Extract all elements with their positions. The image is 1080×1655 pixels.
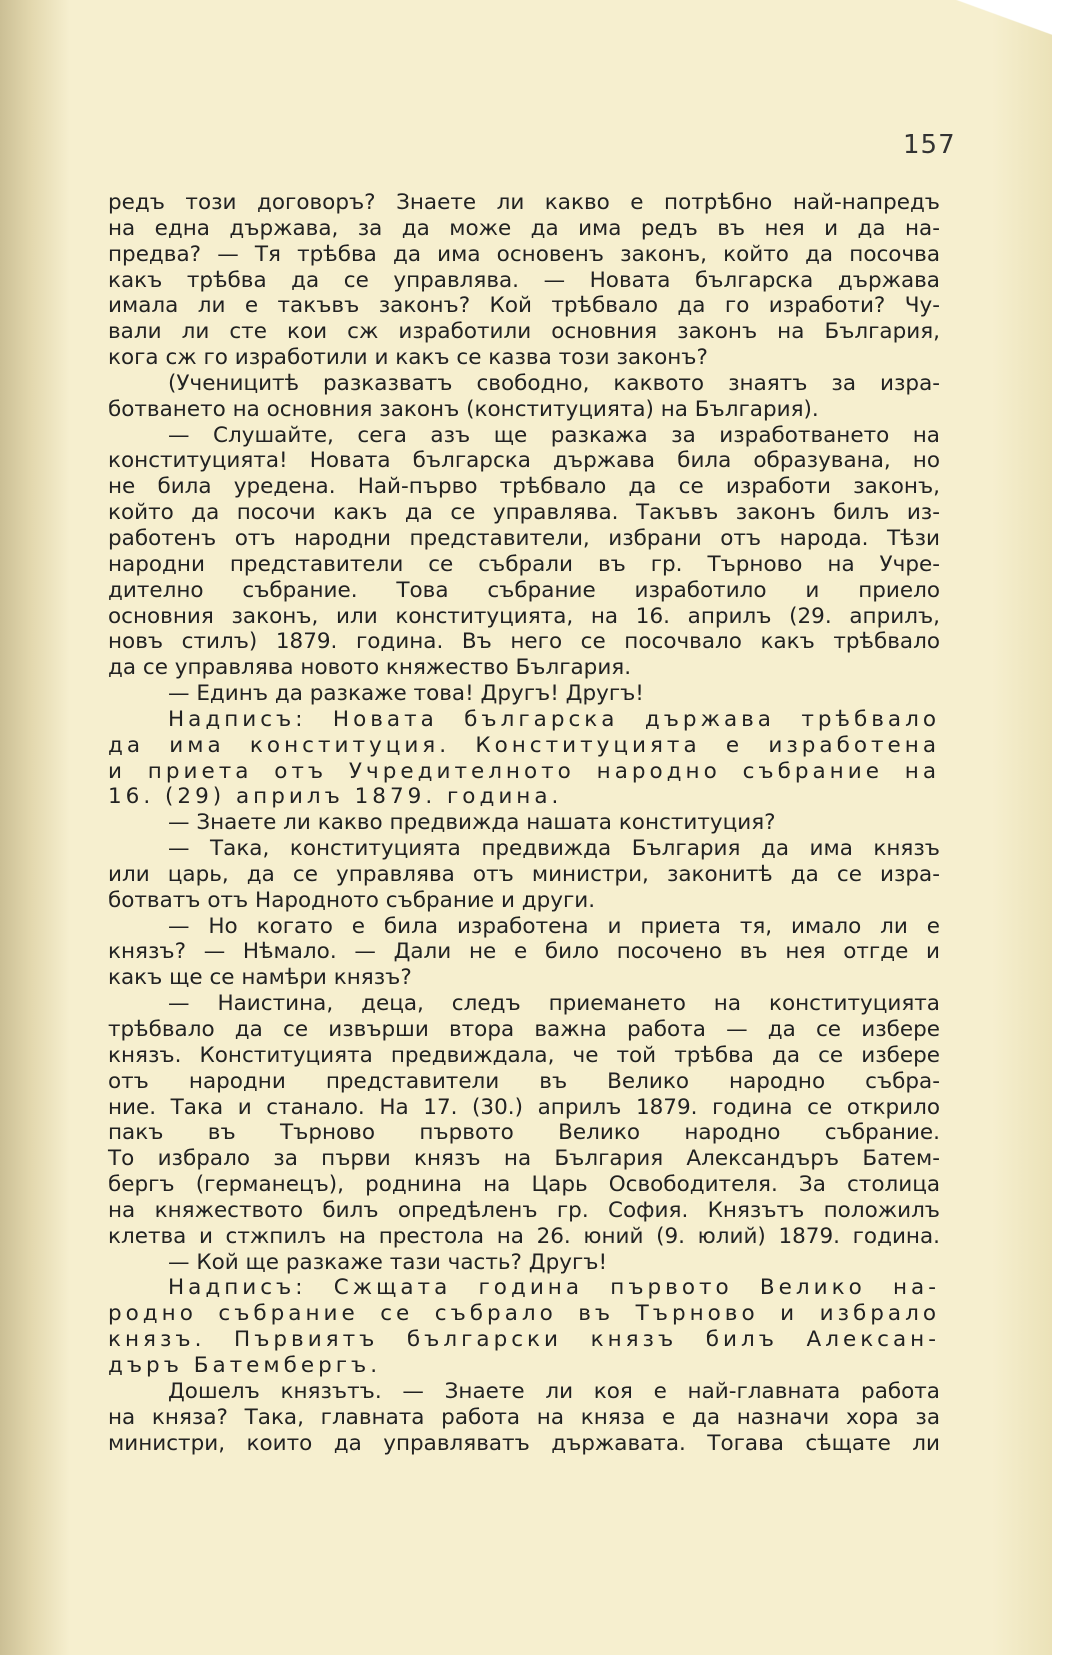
inscription-line: дъръ Батембергъ. [108,1352,382,1378]
text-line: предва? — Тя трѣбва да има основенъ законъ, който да посочва [108,241,940,267]
inscription-line: и приета отъ Учредителното народно събрание на [108,758,940,784]
text-line: да се управлява новото княжество България. [108,655,632,681]
text-line: дително събрание. Това събрание изработило и приело [108,577,940,603]
text-line: — Наистина, деца, следъ приемането на конституцията [168,991,940,1017]
text-line: основния законъ, или конституцията, на 16. априлъ (29. априлъ, [108,603,940,629]
text-line: — Слушайте, сега азъ ще разкажа за изработването на [168,422,940,448]
text-line: ботватъ отъ Народното събрание и други. [108,887,596,913]
text-line: на княза? Така, главната работа на княза е да назначи хора за [108,1404,940,1430]
page-gutter-shadow [0,0,70,1655]
text-line: клетва и стжпилъ на престола на 26. юний (9. юлий) 1879. година. [108,1223,940,1249]
text-line: ботването на основния законъ (конституцията) на България). [108,396,819,422]
text-line: какъ ще се намѣри князъ? [108,965,412,991]
text-line: трѣбвало да се извърши втора важна работа — да се избере [108,1017,940,1042]
text-line: работенъ отъ народни представители, избрани отъ народа. Тѣзи [108,525,940,551]
inscription-line: Надписъ: Сжщата година първото Велико на- [168,1275,940,1301]
text-line: който да посочи какъ да се управлява. Такъвъ законъ билъ из- [108,500,940,526]
text-line: пакъ въ Търново първото Велико народно събрание. [108,1120,940,1146]
text-line: князъ. Конституцията предвиждала, че той трѣбва да се избере [108,1042,940,1068]
text-line: на княжеството билъ опредѣленъ гр. София. Князътъ положилъ [108,1197,940,1223]
text-line: (Ученицитѣ разказватъ свободно, каквото знаятъ за изра- [168,370,940,396]
page-edge [1052,0,1080,1655]
text-line: отъ народни представители въ Велико народно събра- [108,1068,940,1094]
text-line: князъ? — Нѣмало. — Дали не е било посочено въ нея отгде и [108,939,940,965]
text-line: Дошелъ князътъ. — Знаете ли коя е най-главната работа [168,1378,940,1404]
text-line: ние. Така и станало. На 17. (30.) априлъ 1879. година се открило [108,1094,940,1120]
text-line: кога сж го изработили и какъ се казва този законъ? [108,345,708,371]
text-line: министри, които да управляватъ държавата. Тогава сѣщате ли [108,1430,940,1456]
inscription-line: Надписъ: Новата българска държава трѣбвало [168,706,940,732]
text-line: вали ли сте кои сж изработили основния законъ на България, [108,319,940,345]
inscription-line: родно събрание се събрало въ Търново и избрало [108,1301,940,1327]
text-line: имала ли е такъвъ законъ? Кой трѣбвало да го изработи? Чу- [108,293,940,319]
inscription-line: да има конституция. Конституцията е изработена [108,732,940,758]
text-line: бергъ (германецъ), роднина на Царь Освободителя. За столица [108,1172,940,1198]
text-line: — Знаете ли какво предвижда нашата конституция? [168,810,776,836]
text-line: или царь, да се управлява отъ министри, законитѣ да се изра- [108,861,940,887]
body-text [108,190,940,1456]
text-line: — Така, конституцията предвижда България да има князъ [168,836,940,862]
inscription-line: князъ. Първиятъ български князъ билъ Алексан- [108,1327,940,1353]
text-line: на една държава, за да може да има редъ въ нея и да на- [108,215,940,241]
page-number: 157 [903,130,956,160]
page-edge-shade [992,0,1052,1655]
text-line: — Кой ще разкаже тази часть? Другъ! [168,1249,608,1275]
text-line: редъ този договоръ? Знаете ли какво е потрѣбно най-напредъ [108,190,940,215]
text-line: конституцията! Новата българска държава била образувана, но [108,448,940,474]
inscription-line: 16. (29) априлъ 1879. година. [108,784,563,810]
text-line: какъ трѣбва да се управлява. — Новата българска държава [108,267,940,293]
text-line: новъ стилъ) 1879. година. Въ него се посочвало какъ трѣбвало [108,629,940,655]
text-line: То избрало за първи князъ на България Александъръ Батем- [108,1146,940,1172]
page-corner [940,0,1080,60]
text-line: народни представители се събрали въ гр. Търново на Учре- [108,551,940,577]
text-line: — Единъ да разкаже това! Другъ! Другъ! [168,681,644,707]
text-line: — Но когато е била изработена и приета тя, имало ли е [168,913,940,939]
text-line: не била уредена. Най-първо трѣбвало да се изработи законъ, [108,474,940,500]
